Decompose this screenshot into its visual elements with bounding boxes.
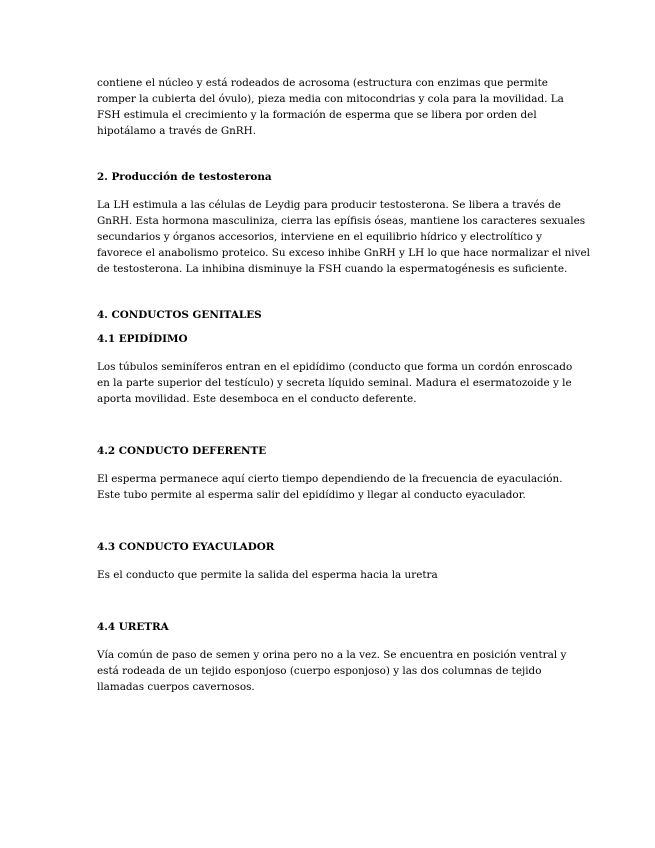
text-line: llamadas cuerpos cavernosos. <box>97 681 255 693</box>
text-line: FSH estimula el crecimiento y la formación de esperma que se libera por orden del <box>97 109 537 121</box>
text-line: en la parte superior del testículo) y secreta líquido seminal. Madura el esermatozoide y le <box>97 377 572 389</box>
paragraph-epididymis <box>97 359 573 407</box>
text-line: Los túbulos seminíferos entran en el epidídimo (conducto que forma un cordón enroscado <box>97 361 573 373</box>
paragraph-intro <box>97 75 567 139</box>
heading-testosterone-production: 2. Producción de testosterona <box>97 171 272 183</box>
text-line: aporta movilidad. Este desemboca en el conducto deferente. <box>97 393 417 405</box>
text-line: favorece el anabolismo proteico. Su exceso inhibe GnRH y LH lo que hace normalizar el nivel <box>97 247 590 259</box>
heading-ejaculatory-duct: 4.3 CONDUCTO EYACULADOR <box>97 541 275 553</box>
text-line: secundarios y órganos accesorios, interviene en el equilibrio hídrico y electrolítico y <box>97 231 543 243</box>
text-line: GnRH. Esta hormona masculiniza, cierra las epífisis óseas, mantiene los caracteres sexuales <box>97 215 586 227</box>
paragraph-ejaculatory-duct <box>97 567 567 583</box>
text-line: hipotálamo a través de GnRH. <box>97 125 256 137</box>
text-line: La LH estimula a las células de Leydig para producir testosterona. Se libera a través de <box>97 199 561 211</box>
text-line: está rodeada de un tejido esponjoso (cuerpo esponjoso) y las dos columnas de tejido <box>97 665 542 677</box>
document-page <box>97 75 590 695</box>
paragraph-vas-deferens <box>97 471 567 503</box>
heading-genital-ducts: 4. CONDUCTOS GENITALES <box>97 309 262 321</box>
paragraph-testosterone <box>97 197 590 277</box>
heading-vas-deferens: 4.2 CONDUCTO DEFERENTE <box>97 445 267 457</box>
heading-urethra: 4.4 URETRA <box>97 621 169 633</box>
text-line: Es el conducto que permite la salida del esperma hacia la uretra <box>97 569 438 581</box>
text-line: de testosterona. La inhibina disminuye la FSH cuando la espermatogénesis es suficiente. <box>97 263 568 275</box>
text-line: contiene el núcleo y está rodeados de acrosoma (estructura con enzimas que permite <box>97 77 548 89</box>
text-line: Vía común de paso de semen y orina pero no a la vez. Se encuentra en posición ventral y <box>97 649 567 661</box>
text-line: Este tubo permite al esperma salir del epidídimo y llegar al conducto eyaculador. <box>97 489 526 501</box>
heading-epididymis: 4.1 EPIDÍDIMO <box>97 333 188 345</box>
text-line: El esperma permanece aquí cierto tiempo dependiendo de la frecuencia de eyaculación. <box>97 473 563 485</box>
text-line: romper la cubierta del óvulo), pieza media con mitocondrias y cola para la movilidad. La <box>97 93 564 105</box>
paragraph-urethra <box>97 647 567 695</box>
